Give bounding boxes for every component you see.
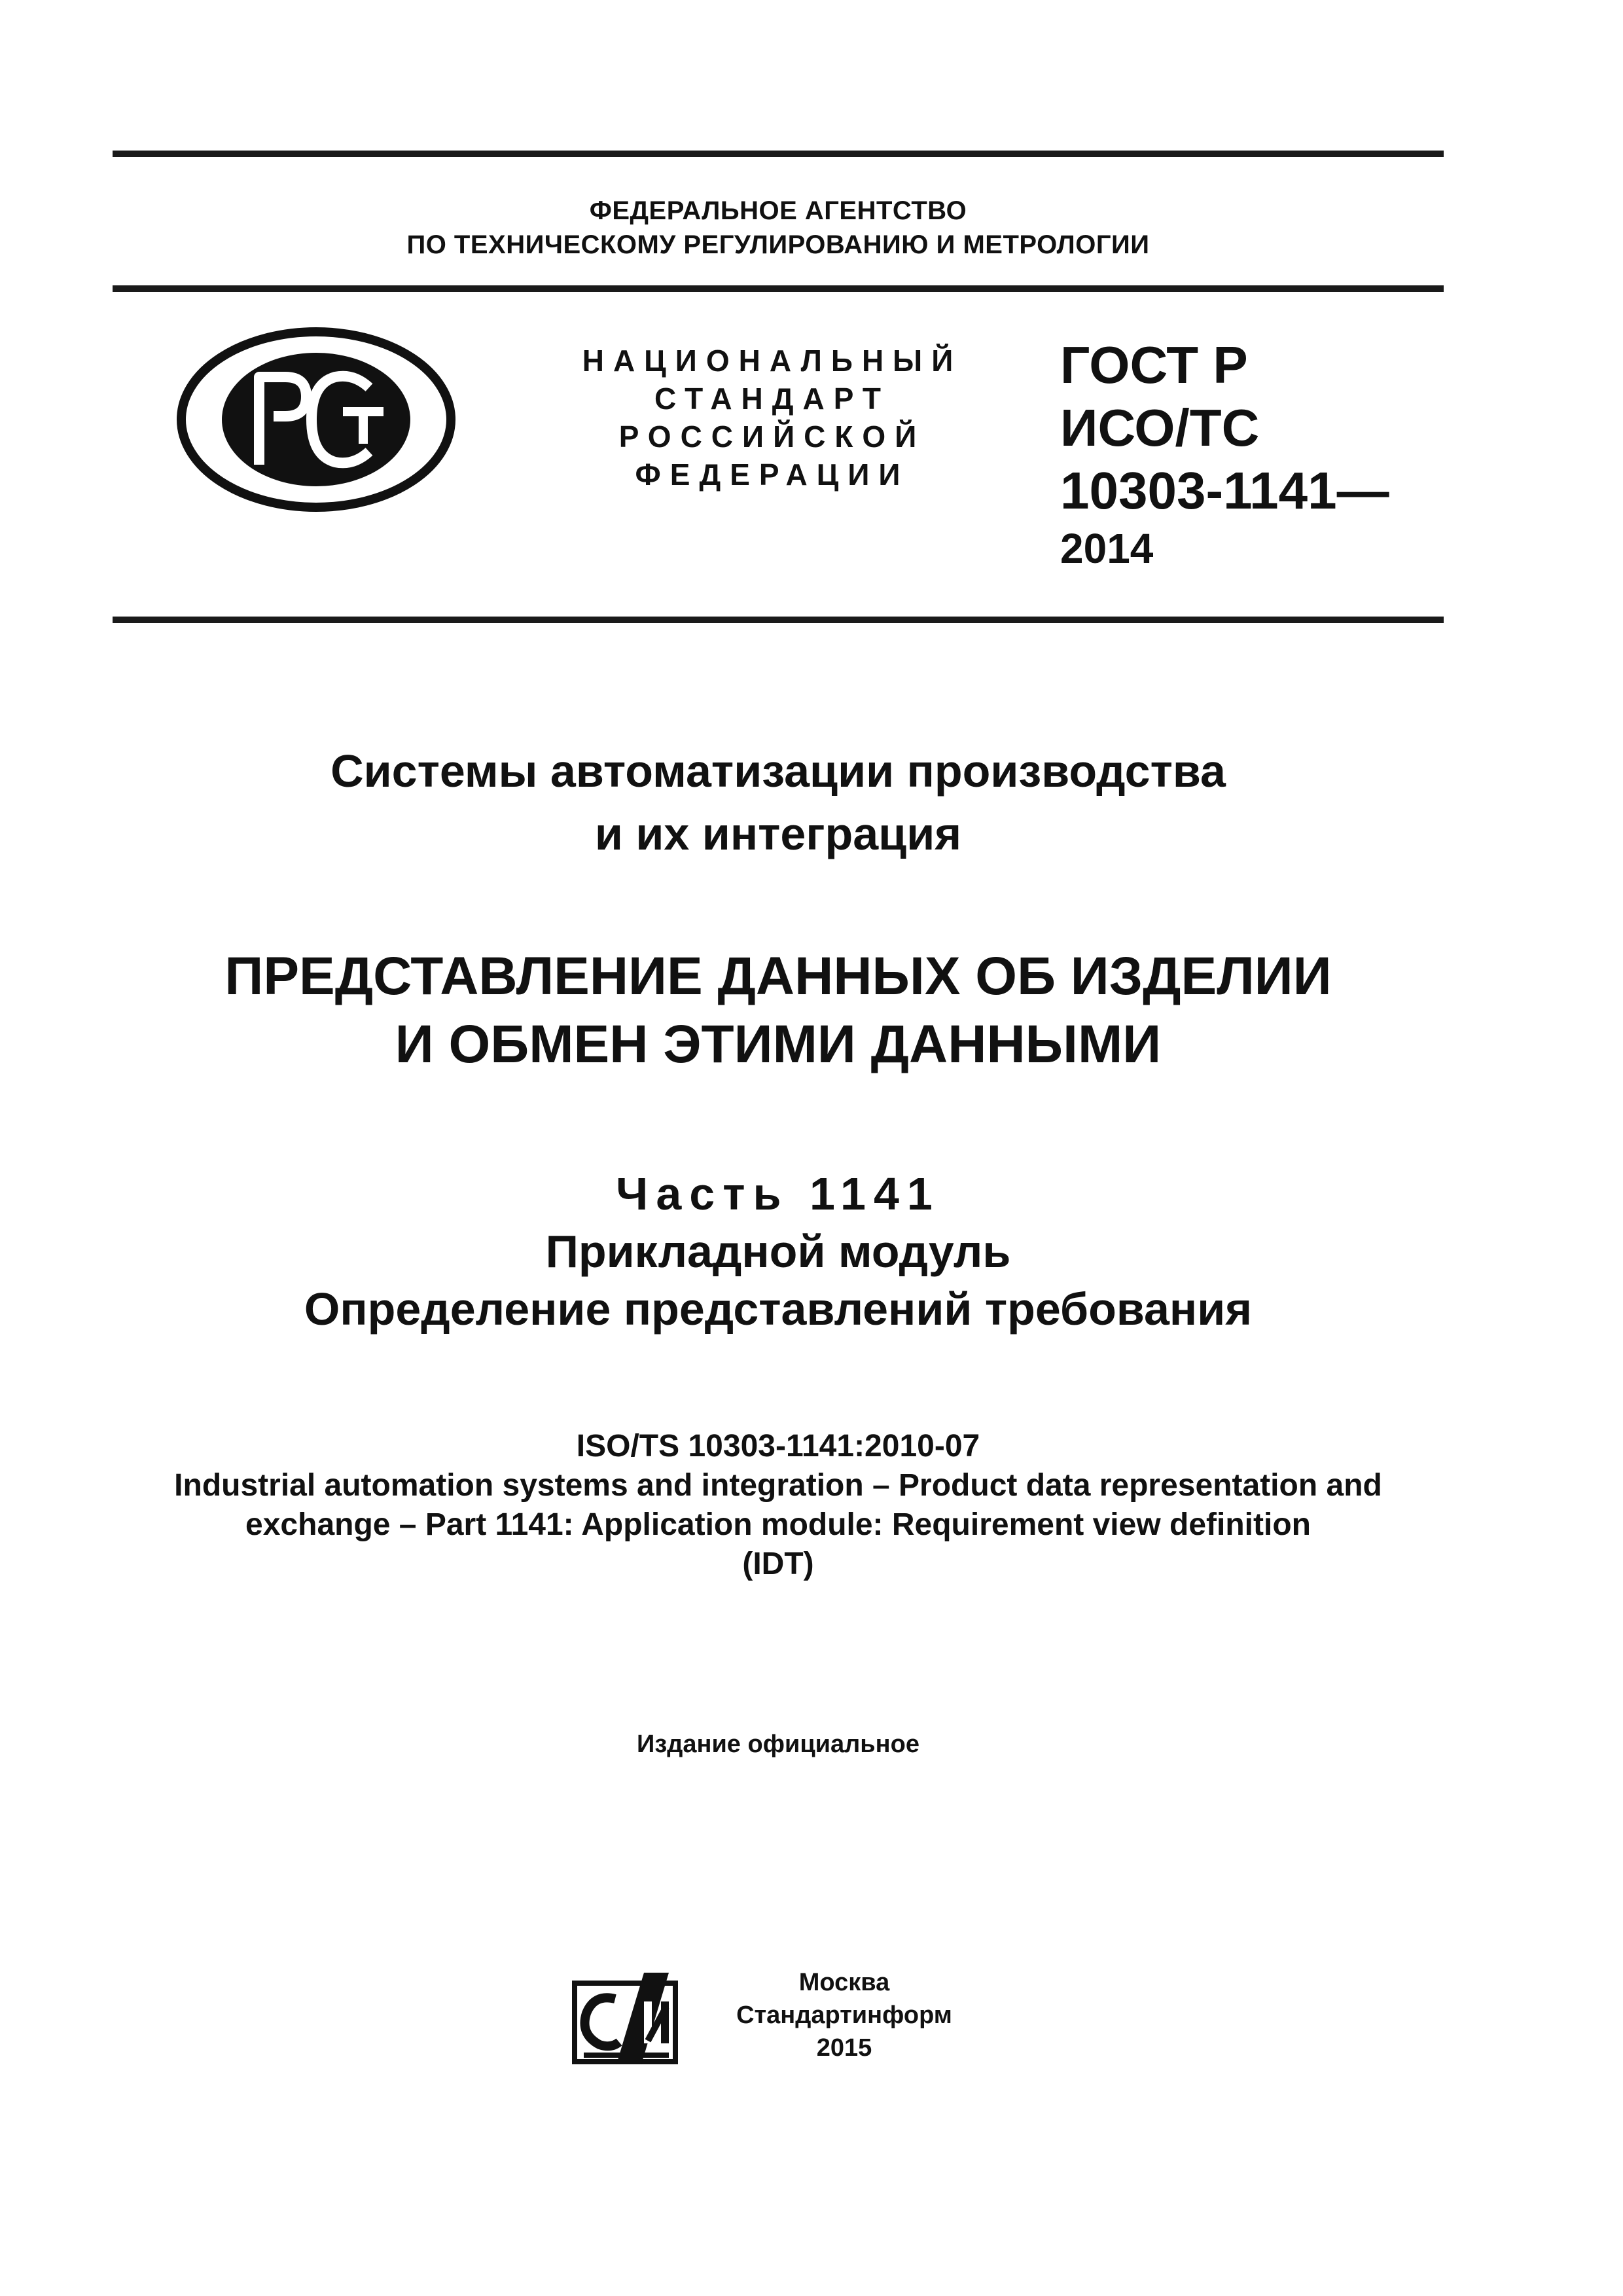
- designation-year: 2014: [1060, 525, 1154, 572]
- iso-code: ISO/TS 10303-1141:2010-07: [576, 1429, 980, 1463]
- agency-header: [113, 194, 1444, 262]
- main-title-line-1: ПРЕДСТАВЛЕНИЕ ДАННЫХ ОБ ИЗДЕЛИИ: [224, 946, 1332, 1006]
- publisher-year: 2015: [816, 2034, 872, 2062]
- iso-title-line-1: Industrial automation systems and integration – Product data representation and: [174, 1468, 1382, 1503]
- edition-text: Издание официальное: [637, 1731, 919, 1758]
- national-standard-label: [550, 342, 995, 493]
- national-standard-line-3: РОССИЙСКОЙ: [618, 420, 926, 454]
- edition-note: [113, 1728, 1444, 1761]
- agency-line-1: ФЕДЕРАЛЬНОЕ АГЕНТСТВО: [589, 196, 967, 225]
- header-rule: [113, 285, 1444, 292]
- national-standard-line-4: ФЕДЕРАЦИИ: [635, 457, 910, 492]
- publisher-block: [694, 1966, 995, 2064]
- national-standard-line-1: НАЦИОНАЛЬНЫЙ: [582, 344, 963, 378]
- designation-line-2: ИСО/ТС: [1060, 399, 1260, 457]
- main-title-line-2: И ОБМЕН ЭТИМИ ДАННЫМИ: [395, 1014, 1162, 1074]
- iso-equivalence: (IDT): [742, 1547, 814, 1581]
- publisher-name: Стандартинформ: [736, 2001, 952, 2029]
- agency-line-2: ПО ТЕХНИЧЕСКОМУ РЕГУЛИРОВАНИЮ И МЕТРОЛОГИИ: [406, 230, 1150, 259]
- publisher-city: Москва: [798, 1969, 890, 1996]
- series-title: [113, 740, 1444, 865]
- iso-title-line-2: exchange – Part 1141: Application module: Requirement view definition: [245, 1507, 1311, 1542]
- designation-line-1: ГОСТ Р: [1060, 336, 1248, 394]
- part-title: [113, 1165, 1444, 1338]
- standard-designation: [1060, 334, 1427, 575]
- rst-certification-mark-icon: [175, 326, 457, 513]
- designation-line-3: 10303-1141—: [1060, 461, 1389, 520]
- part-subtitle-2: Определение представлений требования: [304, 1283, 1253, 1335]
- part-subtitle-1: Прикладной модуль: [545, 1226, 1011, 1277]
- part-label: Часть 1141: [616, 1168, 940, 1219]
- national-standard-line-2: СТАНДАРТ: [654, 382, 890, 416]
- top-rule: [113, 151, 1444, 157]
- iso-reference: [113, 1427, 1444, 1584]
- sti-publisher-logo-icon: [571, 1970, 683, 2067]
- designation-rule: [113, 617, 1444, 623]
- series-title-line-2: и их интеграция: [594, 808, 962, 859]
- series-title-line-1: Системы автоматизации производства: [330, 745, 1226, 797]
- main-title: [113, 942, 1444, 1079]
